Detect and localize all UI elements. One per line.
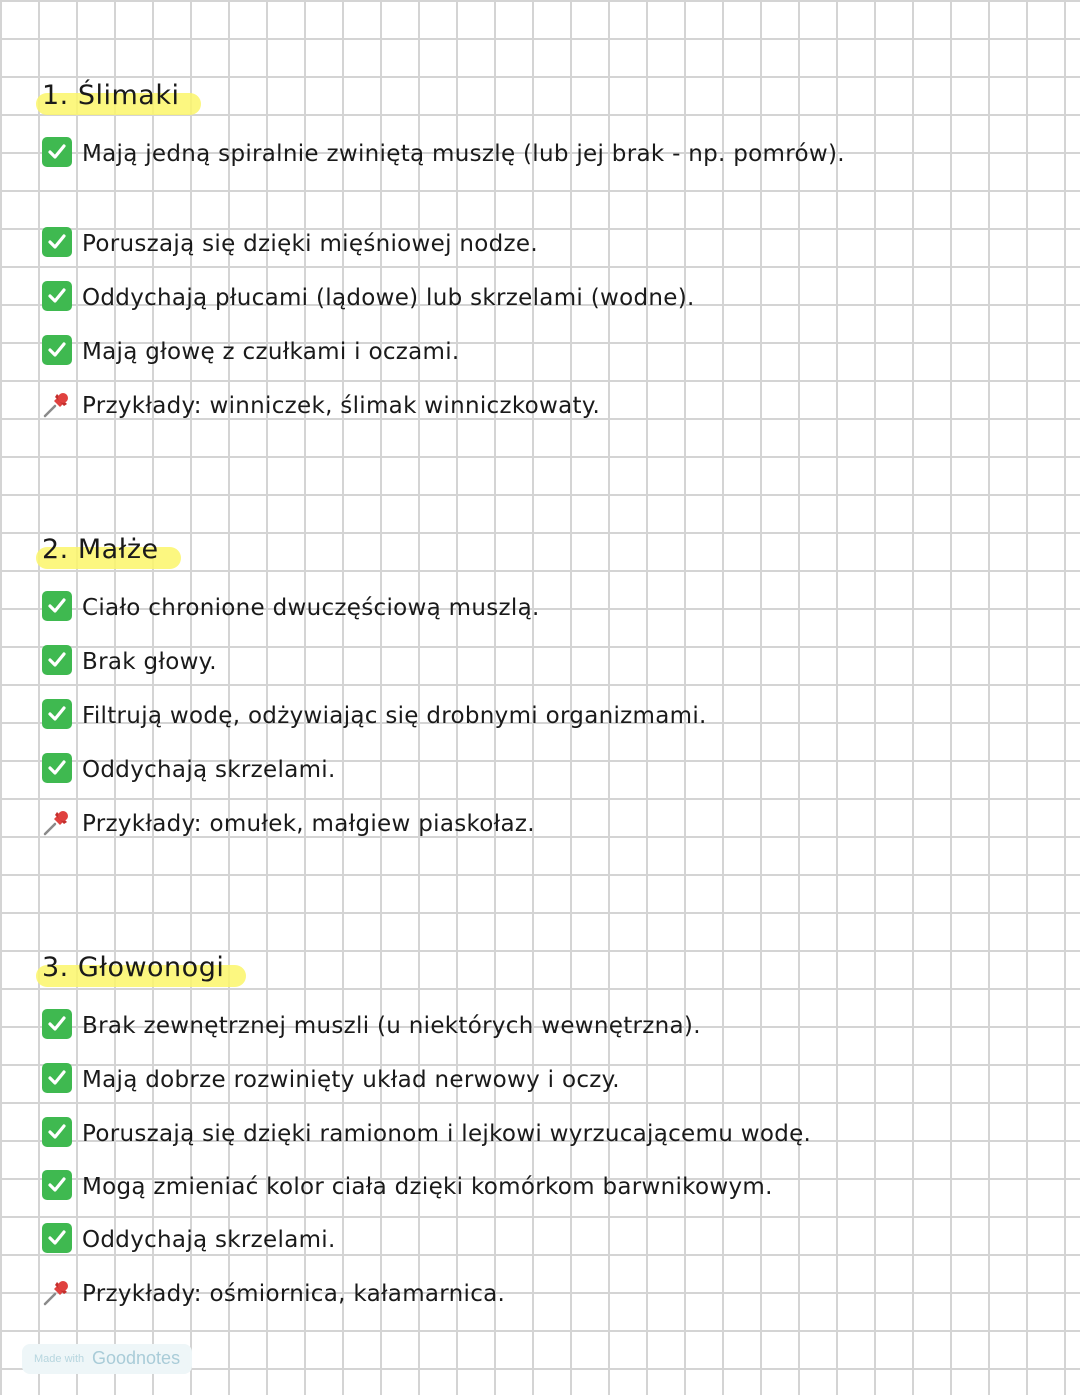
list-item	[42, 1221, 942, 1259]
item-text: Przykłady: omułek, małgiew piaskołaz.	[82, 811, 535, 837]
pushpin-icon	[42, 389, 72, 419]
item-text: Brak zewnętrznej muszli (u niektórych wewnętrzna).	[82, 1013, 701, 1039]
check-icon	[42, 699, 72, 729]
list-item	[42, 387, 942, 425]
check-icon	[42, 753, 72, 783]
check-icon	[42, 1117, 72, 1147]
list-item	[42, 1275, 942, 1313]
item-text: Mają dobrze rozwinięty układ nerwowy i oczy.	[82, 1067, 620, 1093]
item-text: Filtrują wodę, odżywiając się drobnymi organizmami.	[82, 703, 707, 729]
list-item	[42, 697, 942, 735]
pushpin-icon	[42, 1277, 72, 1307]
pushpin-icon	[42, 807, 72, 837]
item-text: Przykłady: winniczek, ślimak winniczkowaty.	[82, 393, 601, 419]
section-heading-slimaki: 1. Ślimaki	[42, 80, 179, 111]
list-item	[42, 135, 942, 173]
item-text: Poruszają się dzięki ramionom i lejkowi wyrzucającemu wodę.	[82, 1121, 812, 1147]
goodnotes-badge[interactable]	[22, 1344, 192, 1374]
check-icon	[42, 1009, 72, 1039]
item-text: Oddychają skrzelami.	[82, 1227, 336, 1253]
section-heading-glowonogi: 3. Głowonogi	[42, 952, 224, 983]
item-text: Ciało chronione dwuczęściową muszlą.	[82, 595, 540, 621]
list-item	[42, 225, 942, 263]
item-text: Oddychają skrzelami.	[82, 757, 336, 783]
list-item	[42, 1007, 942, 1045]
badge-made-with: Made with	[34, 1353, 85, 1365]
list-item	[42, 643, 942, 681]
check-icon	[42, 281, 72, 311]
item-text: Poruszają się dzięki mięśniowej nodze.	[82, 231, 538, 257]
item-text: Oddychają płucami (lądowe) lub skrzelami (wodne).	[82, 285, 695, 311]
item-text: Przykłady: ośmiornica, kałamarnica.	[82, 1281, 506, 1307]
list-item	[42, 751, 942, 789]
list-item	[42, 1168, 942, 1206]
badge-brand: Goodnotes	[92, 1348, 181, 1368]
check-icon	[42, 1170, 72, 1200]
section-heading-malze: 2. Małże	[42, 534, 159, 565]
item-text: Mają jedną spiralnie zwiniętą muszlę (lub jej brak - np. pomrów).	[82, 141, 845, 167]
check-icon	[42, 227, 72, 257]
check-icon	[42, 335, 72, 365]
check-icon	[42, 137, 72, 167]
check-icon	[42, 1223, 72, 1253]
item-text: Mają głowę z czułkami i oczami.	[82, 339, 460, 365]
check-icon	[42, 645, 72, 675]
item-text: Brak głowy.	[82, 649, 217, 675]
list-item	[42, 279, 942, 317]
item-text: Mogą zmieniać kolor ciała dzięki komórkom barwnikowym.	[82, 1174, 773, 1200]
check-icon	[42, 1063, 72, 1093]
list-item	[42, 1061, 942, 1099]
check-icon	[42, 591, 72, 621]
list-item	[42, 805, 942, 843]
list-item	[42, 333, 942, 371]
list-item	[42, 589, 942, 627]
list-item	[42, 1115, 942, 1153]
